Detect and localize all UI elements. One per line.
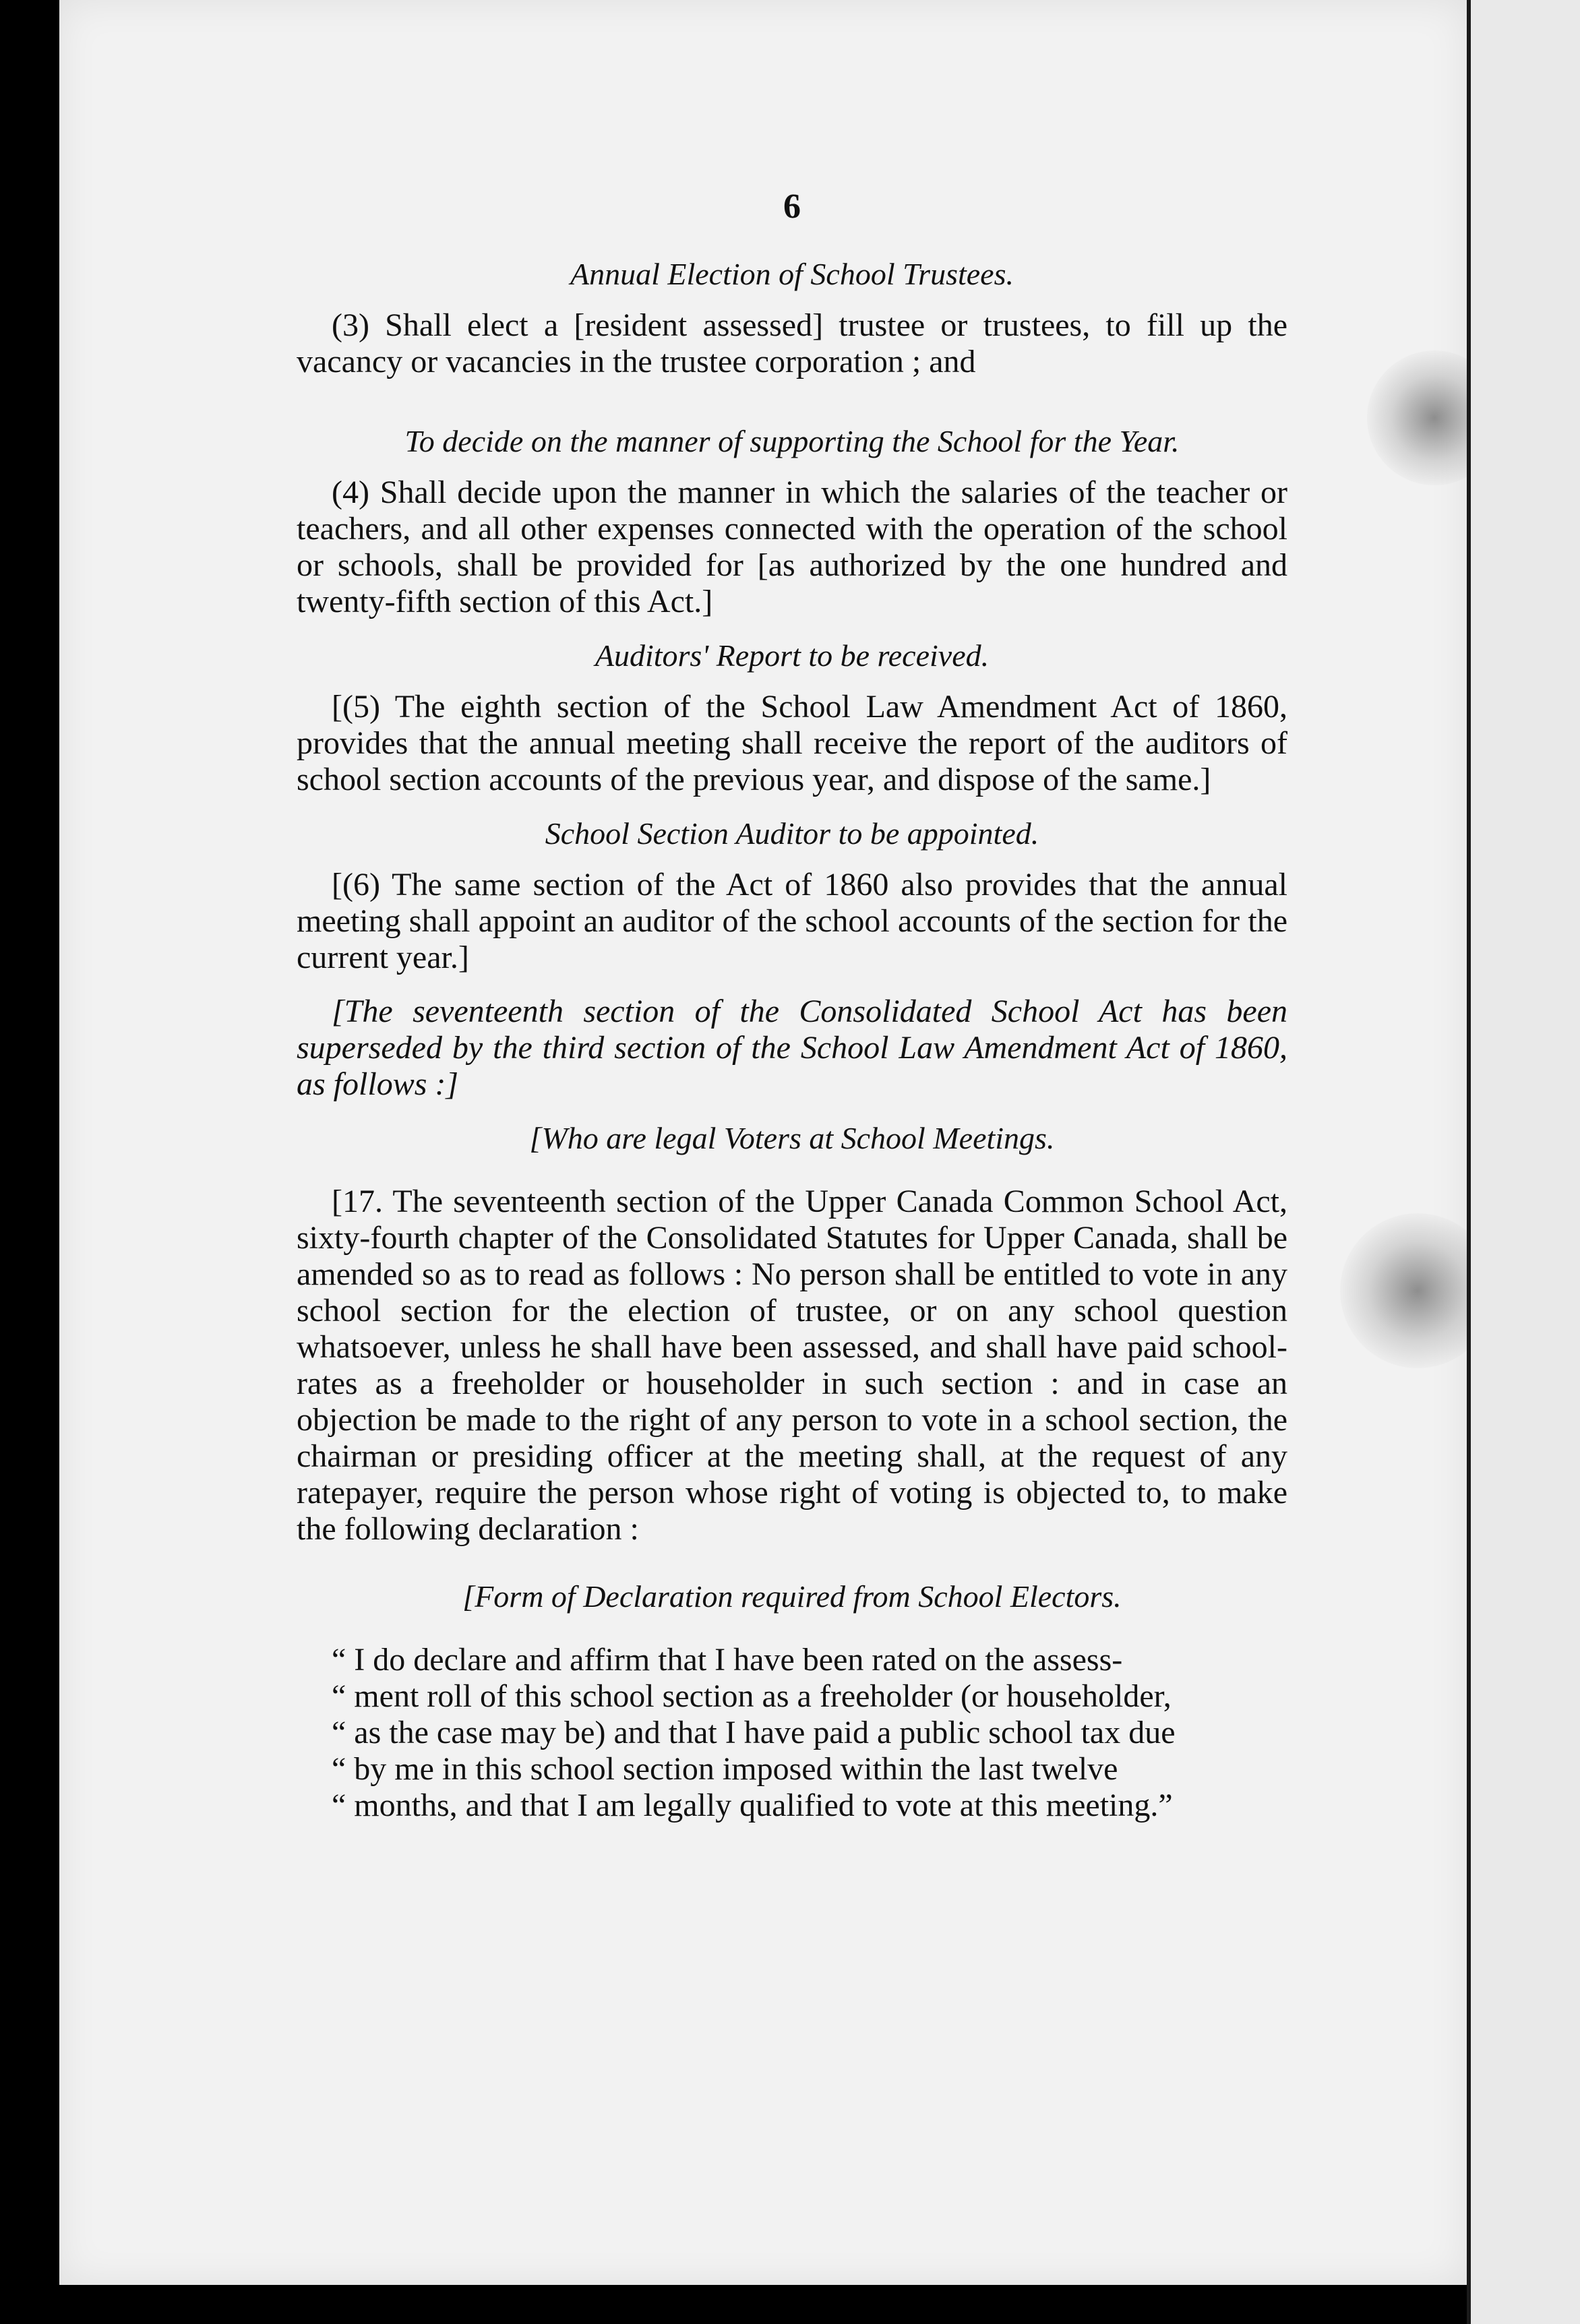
paragraph-salaries: (4) Shall decide upon the manner in which the salaries of the teacher or teachers, and all other expenses connected with the operation of the school or schools, shall be provided for [as authorized by the one hundred and twenty-fifth section of this Act.] — [297, 475, 1287, 619]
declaration-line-2: “ ment roll of this school section as a freeholder (or householder, — [332, 1678, 1172, 1714]
adjacent-page-edge — [1467, 0, 1580, 2324]
paragraph-auditors-report: [(5) The eighth section of the School Law Amendment Act of 1860, provides that the annual meeting shall receive the report of the auditors of school section accounts of the previous year, and dispose of the same.] — [297, 689, 1287, 797]
paragraph-elect-trustee: (3) Shall elect a [resident assessed] trustee or trustees, to fill up the vacancy or vacancies in the trustee corporation ; and — [297, 307, 1287, 379]
paragraph-superseded-note: [The seventeenth section of the Consolidated School Act has been superseded by the third section of the School Law Amendment Act of 1860, as follows :] — [297, 993, 1287, 1102]
page-number: 6 — [783, 187, 801, 226]
declaration-line-3: “ as the case may be) and that I have paid a public school tax due — [332, 1715, 1176, 1750]
heading-auditor-appointed: School Section Auditor to be appointed. — [545, 816, 1039, 851]
heading-form-declaration: [Form of Declaration required from School Electors. — [462, 1579, 1122, 1614]
paragraph-section-17: [17. The seventeenth section of the Upper Canada Common School Act, sixty-fourth chapter of the Consolidated Statutes for Upper Canada, shall be amended so as to read as follows : No person shall be entitled to vote in any school section for the election of trustee, or on any school question whatsoever, unless he shall have been assessed, and shall have paid school-rates as a freeholder or householder in such section : and in case an objection be made to the right of any person to vote in a school section, the chairman or presiding officer at the meeting shall, at the request of any ratepayer, require the person whose right of voting is objected to, to make the following declaration : — [297, 1184, 1287, 1547]
heading-legal-voters: [Who are legal Voters at School Meetings. — [529, 1121, 1055, 1155]
heading-auditors-report: Auditors' Report to be received. — [595, 638, 990, 673]
heading-supporting-school: To decide on the manner of supporting the School for the Year. — [404, 424, 1180, 458]
page-text — [297, 189, 1287, 1824]
declaration-line-4: “ by me in this school section imposed within the last twelve — [332, 1751, 1118, 1787]
heading-annual-election: Annual Election of School Trustees. — [570, 257, 1014, 291]
declaration-line-1: “ I do declare and affirm that I have been rated on the assess- — [332, 1642, 1123, 1678]
paragraph-appoint-auditor: [(6) The same section of the Act of 1860 also provides that the annual meeting shall appoint an auditor of the school accounts of the section for the current year.] — [297, 867, 1287, 975]
declaration-line-5: “ months, and that I am legally qualified to vote at this meeting.” — [332, 1787, 1173, 1823]
